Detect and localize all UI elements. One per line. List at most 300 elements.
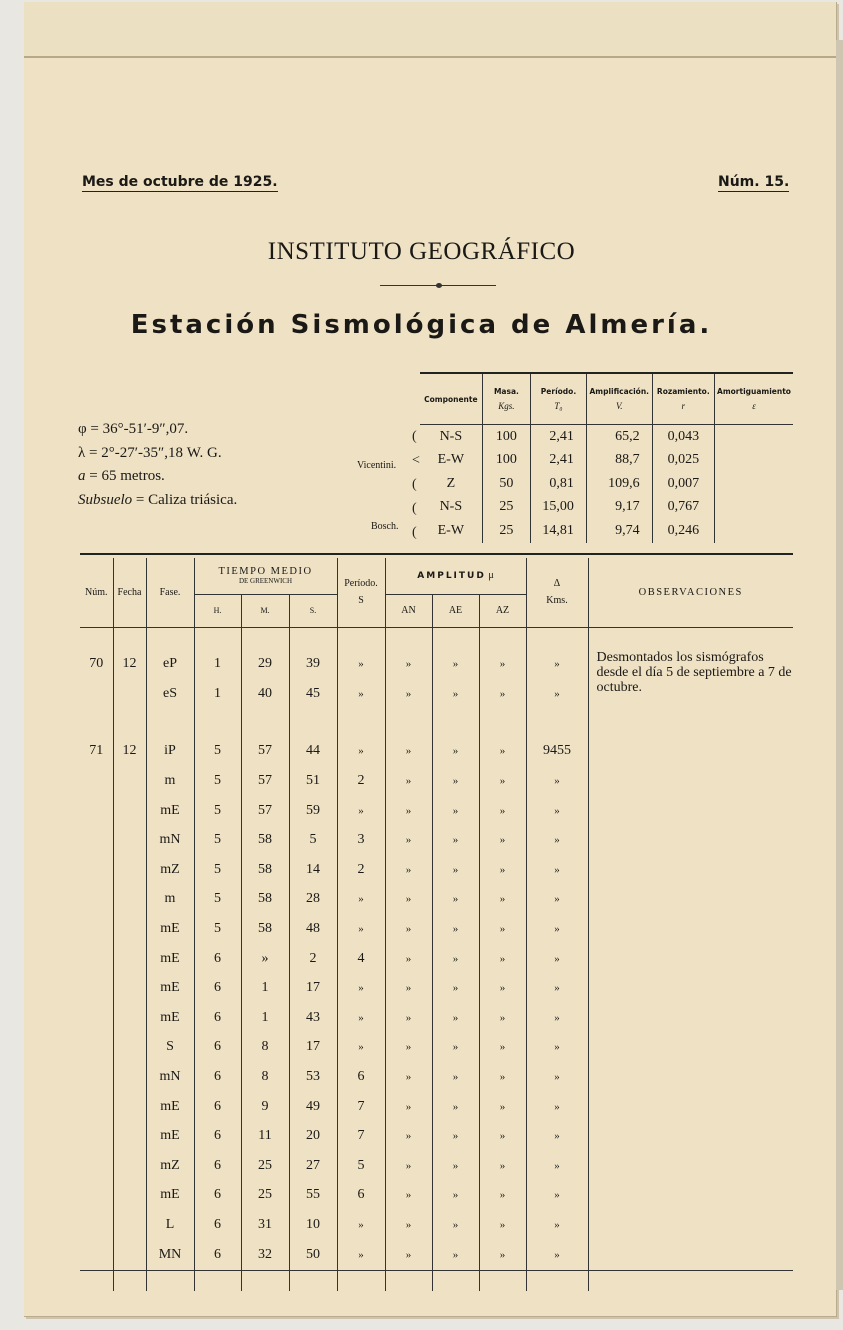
page-edge <box>836 40 843 1290</box>
distance-cell: 9455 <box>526 737 588 767</box>
section-rule <box>80 553 793 555</box>
distance-cell: » <box>526 855 588 885</box>
period-cell: » <box>337 1033 385 1063</box>
second-cell: 17 <box>289 1033 337 1063</box>
amp-e-cell: » <box>432 944 479 974</box>
amp-n-cell: » <box>385 914 432 944</box>
hour-cell: 6 <box>194 944 241 974</box>
spacer-cell <box>241 1269 289 1291</box>
distance-cell: » <box>526 1181 588 1211</box>
distance-cell: » <box>526 1240 588 1270</box>
subsoil-label: Subsuelo <box>78 491 133 508</box>
spacer-cell <box>526 1269 588 1291</box>
amp-z-cell: » <box>479 1151 526 1181</box>
minute-cell: 57 <box>241 766 289 796</box>
amp-n-cell: » <box>385 1121 432 1151</box>
amp-e-cell: » <box>432 796 479 826</box>
instrument-group-vicentini: Vicentini. <box>357 460 397 471</box>
date-cell <box>113 1033 146 1063</box>
mass-cell: 25 <box>482 496 530 520</box>
second-cell: 10 <box>289 1210 337 1240</box>
amp-z-cell: » <box>479 1003 526 1033</box>
amp-z-cell: » <box>479 766 526 796</box>
spacer-cell <box>479 627 526 650</box>
distance-cell: » <box>526 1033 588 1063</box>
date-cell <box>113 914 146 944</box>
hour-cell: 6 <box>194 973 241 1003</box>
spacer-cell <box>385 627 432 650</box>
component-cell: E-W <box>437 452 465 468</box>
amp-z-cell: » <box>479 1240 526 1270</box>
page-fold <box>24 2 836 58</box>
event-number-cell <box>80 766 113 796</box>
amp-z-cell: » <box>479 944 526 974</box>
distance-cell: » <box>526 825 588 855</box>
phase-cell: mE <box>146 796 194 826</box>
phase-cell: m <box>146 766 194 796</box>
phase-cell: mE <box>146 1181 194 1211</box>
amp-e-cell: » <box>432 1121 479 1151</box>
longitude: λ = 2°-27′-35″,18 W. G. <box>78 444 222 461</box>
amp-n-cell: » <box>385 1181 432 1211</box>
phase-cell: mN <box>146 1062 194 1092</box>
spacer-cell <box>289 709 337 737</box>
distance-cell: » <box>526 944 588 974</box>
col-gmt-time: TIEMPO MEDIO DE GREENWICH <box>194 558 337 594</box>
phase-cell: iP <box>146 737 194 767</box>
instrument-row <box>420 449 793 473</box>
phase-cell: mE <box>146 944 194 974</box>
second-cell: 59 <box>289 796 337 826</box>
date-cell <box>113 1062 146 1092</box>
spacer-cell <box>289 1269 337 1291</box>
hour-cell: 6 <box>194 1062 241 1092</box>
altitude-value: = 65 metros. <box>85 468 165 484</box>
col-distance: Δ Kms. <box>526 558 588 627</box>
amp-n-cell: » <box>385 679 432 709</box>
amp-e-cell: » <box>432 914 479 944</box>
amp-z-cell: » <box>479 1121 526 1151</box>
col-friction: Rozamiento. r <box>652 373 714 425</box>
period-cell: » <box>337 914 385 944</box>
amp-e-cell: » <box>432 1240 479 1270</box>
amp-z-cell: » <box>479 796 526 826</box>
distance-cell: » <box>526 1092 588 1122</box>
col-hours: H. <box>194 594 241 627</box>
event-number-cell <box>80 944 113 974</box>
period-cell: » <box>337 1003 385 1033</box>
amp-z-cell: » <box>479 1062 526 1092</box>
event-number-cell <box>80 914 113 944</box>
amp-z-cell: » <box>479 855 526 885</box>
event-number-cell <box>80 1151 113 1181</box>
spacer-cell <box>479 1269 526 1291</box>
component-cell: Z <box>446 475 456 491</box>
second-cell: 49 <box>289 1092 337 1122</box>
second-cell: 39 <box>289 650 337 680</box>
distance-cell: » <box>526 796 588 826</box>
date-cell <box>113 1003 146 1033</box>
amplification-cell: 9,74 <box>586 519 652 543</box>
event-number-cell <box>80 1033 113 1063</box>
damping-cell <box>715 496 794 520</box>
amp-e-cell: » <box>432 855 479 885</box>
month-heading: Mes de octubre de 1925. <box>82 174 278 190</box>
distance-cell: » <box>526 1121 588 1151</box>
period-cell: » <box>337 650 385 680</box>
divider-ornament <box>436 283 442 288</box>
second-cell: 27 <box>289 1151 337 1181</box>
date-cell: 12 <box>113 650 146 680</box>
col-observations: OBSERVACIONES <box>588 558 793 627</box>
instrument-row <box>420 425 793 449</box>
amplification-cell: 65,2 <box>586 425 652 449</box>
amp-e-cell: » <box>432 679 479 709</box>
minute-cell: 58 <box>241 855 289 885</box>
second-cell: 55 <box>289 1181 337 1211</box>
instrument-row <box>420 519 793 543</box>
second-cell: 5 <box>289 825 337 855</box>
amp-n-cell: » <box>385 1092 432 1122</box>
spacer-cell <box>113 627 146 650</box>
spacer-cell <box>146 1269 194 1291</box>
period-cell: 15,00 <box>531 496 587 520</box>
amp-n-cell: » <box>385 650 432 680</box>
second-cell: 2 <box>289 944 337 974</box>
col-num: Núm. <box>80 558 113 627</box>
friction-cell: 0,767 <box>652 496 714 520</box>
spacer-cell <box>337 1269 385 1291</box>
event-number-cell <box>80 825 113 855</box>
distance-cell: » <box>526 766 588 796</box>
spacer-cell <box>432 1269 479 1291</box>
instrument-row <box>420 496 793 520</box>
col-seconds: S. <box>289 594 337 627</box>
mass-cell: 25 <box>482 519 530 543</box>
period-cell: » <box>337 737 385 767</box>
damping-cell <box>715 472 794 496</box>
period-cell: 2,41 <box>531 449 587 473</box>
second-cell: 43 <box>289 1003 337 1033</box>
date-cell <box>113 766 146 796</box>
distance-cell: » <box>526 914 588 944</box>
amp-z-cell: » <box>479 650 526 680</box>
date-cell <box>113 796 146 826</box>
spacer-cell <box>432 709 479 737</box>
amp-n-cell: » <box>385 855 432 885</box>
amp-n-cell: » <box>385 1210 432 1240</box>
period-cell: 6 <box>337 1062 385 1092</box>
minute-cell: 25 <box>241 1181 289 1211</box>
col-phase: Fase. <box>146 558 194 627</box>
col-amp-e: AE <box>432 594 479 627</box>
second-cell: 17 <box>289 973 337 1003</box>
altitude-symbol: a <box>78 468 86 484</box>
phase-cell: MN <box>146 1240 194 1270</box>
spacer-cell <box>80 709 113 737</box>
minute-cell: » <box>241 944 289 974</box>
period-cell: » <box>337 973 385 1003</box>
seismic-record-table <box>80 558 793 1291</box>
amp-e-cell: » <box>432 1062 479 1092</box>
spacer-cell <box>241 627 289 650</box>
hour-cell: 1 <box>194 650 241 680</box>
amp-z-cell: » <box>479 825 526 855</box>
mass-cell: 50 <box>482 472 530 496</box>
period-cell: 2 <box>337 855 385 885</box>
event-number-cell <box>80 679 113 709</box>
amp-z-cell: » <box>479 914 526 944</box>
distance-cell: » <box>526 1151 588 1181</box>
component-cell: N-S <box>439 499 463 515</box>
amp-e-cell: » <box>432 1003 479 1033</box>
amplification-cell: 109,6 <box>586 472 652 496</box>
spacer-cell <box>113 709 146 737</box>
col-amp-n: AN <box>385 594 432 627</box>
hour-cell: 5 <box>194 737 241 767</box>
col-period: Período. T₀ <box>531 373 587 425</box>
event-number-cell <box>80 1121 113 1151</box>
period-cell: » <box>337 1210 385 1240</box>
amp-e-cell: » <box>432 766 479 796</box>
minute-cell: 9 <box>241 1092 289 1122</box>
mass-cell: 100 <box>482 425 530 449</box>
spacer-cell <box>526 709 588 737</box>
distance-cell: » <box>526 1210 588 1240</box>
second-cell: 48 <box>289 914 337 944</box>
amp-e-cell: » <box>432 737 479 767</box>
amp-z-cell: » <box>479 885 526 915</box>
amp-e-cell: » <box>432 1092 479 1122</box>
event-number-cell <box>80 796 113 826</box>
event-number-cell <box>80 1240 113 1270</box>
spacer-cell <box>146 709 194 737</box>
institute-title: INSTITUTO GEOGRÁFICO <box>267 238 576 265</box>
subsoil-value: = Caliza triásica. <box>132 491 238 508</box>
minute-cell: 31 <box>241 1210 289 1240</box>
period-cell: 5 <box>337 1151 385 1181</box>
spacer-cell <box>526 627 588 650</box>
amp-z-cell: » <box>479 1092 526 1122</box>
amp-e-cell: » <box>432 1210 479 1240</box>
date-cell <box>113 679 146 709</box>
col-mass: Masa. Kgs. <box>482 373 530 425</box>
second-cell: 44 <box>289 737 337 767</box>
minute-cell: 57 <box>241 737 289 767</box>
distance-cell: » <box>526 885 588 915</box>
event-number-cell: 71 <box>89 743 104 759</box>
amp-z-cell: » <box>479 973 526 1003</box>
phase-cell: S <box>146 1033 194 1063</box>
spacer-cell <box>146 627 194 650</box>
event-number-cell <box>80 973 113 1003</box>
minute-cell: 8 <box>241 1062 289 1092</box>
table-bottom <box>80 1270 793 1271</box>
phase-cell: mZ <box>146 1151 194 1181</box>
amp-n-cell: » <box>385 1003 432 1033</box>
minute-cell: 1 <box>241 1003 289 1033</box>
amp-e-cell: » <box>432 650 479 680</box>
observation-cell: Desmontados los sismógrafos desde el día 5 de septiembre a 7 de octubre. <box>588 627 793 1291</box>
hour-cell: 6 <box>194 1121 241 1151</box>
period-cell: » <box>337 679 385 709</box>
col-amplitude: AMPLITUD μ <box>385 558 526 594</box>
period-cell: 6 <box>337 1181 385 1211</box>
amplification-cell: 88,7 <box>586 449 652 473</box>
date-cell <box>113 1121 146 1151</box>
second-cell: 45 <box>289 679 337 709</box>
subsoil <box>78 489 237 513</box>
friction-cell: 0,246 <box>652 519 714 543</box>
date-cell <box>113 1210 146 1240</box>
station-title: Estación Sismológica de Almería. <box>130 310 713 340</box>
spacer-cell <box>194 1269 241 1291</box>
period-cell: 2 <box>337 766 385 796</box>
damping-cell <box>715 425 794 449</box>
minute-cell: 58 <box>241 914 289 944</box>
amp-z-cell: » <box>479 1181 526 1211</box>
phase-cell: eS <box>146 679 194 709</box>
second-cell: 14 <box>289 855 337 885</box>
hour-cell: 6 <box>194 1151 241 1181</box>
event-number-cell <box>80 1210 113 1240</box>
period-cell: » <box>337 1240 385 1270</box>
hour-cell: 6 <box>194 1033 241 1063</box>
distance-cell: » <box>526 650 588 680</box>
spacer-cell <box>432 627 479 650</box>
second-cell: 51 <box>289 766 337 796</box>
minute-cell: 25 <box>241 1151 289 1181</box>
friction-cell: 0,025 <box>652 449 714 473</box>
period-cell: 2,41 <box>531 425 587 449</box>
date-cell <box>113 1181 146 1211</box>
friction-cell: 0,043 <box>652 425 714 449</box>
amp-n-cell: » <box>385 825 432 855</box>
minute-cell: 11 <box>241 1121 289 1151</box>
altitude <box>78 465 237 489</box>
col-period: Período. S <box>337 558 385 627</box>
brace-bosch: ( ( <box>412 501 417 540</box>
spacer-cell <box>80 627 113 650</box>
date-cell <box>113 1151 146 1181</box>
minute-cell: 58 <box>241 885 289 915</box>
distance-cell: » <box>526 973 588 1003</box>
event-number-cell <box>80 1181 113 1211</box>
spacer-cell <box>80 1269 113 1291</box>
period-cell: 0,81 <box>531 472 587 496</box>
hour-cell: 6 <box>194 1240 241 1270</box>
instrument-row <box>420 472 793 496</box>
amp-n-cell: » <box>385 973 432 1003</box>
period-cell: » <box>337 796 385 826</box>
event-number-cell <box>80 855 113 885</box>
second-cell: 20 <box>289 1121 337 1151</box>
hour-cell: 5 <box>194 766 241 796</box>
minute-cell: 40 <box>241 679 289 709</box>
spacer-cell <box>194 709 241 737</box>
spacer-cell <box>337 709 385 737</box>
date-cell <box>113 944 146 974</box>
amp-n-cell: » <box>385 1240 432 1270</box>
event-number-cell <box>80 885 113 915</box>
date-cell <box>113 855 146 885</box>
minute-cell: 8 <box>241 1033 289 1063</box>
col-amp-z: AZ <box>479 594 526 627</box>
event-number-cell <box>80 1092 113 1122</box>
hour-cell: 6 <box>194 1181 241 1211</box>
phase-cell: eP <box>146 650 194 680</box>
spacer-cell <box>385 1269 432 1291</box>
amp-e-cell: » <box>432 1151 479 1181</box>
minute-cell: 29 <box>241 650 289 680</box>
date-cell <box>113 1092 146 1122</box>
hour-cell: 6 <box>194 1003 241 1033</box>
col-amplification: Amplificación. V. <box>586 373 652 425</box>
date-cell <box>113 825 146 855</box>
hour-cell: 6 <box>194 1210 241 1240</box>
spacer-cell <box>337 627 385 650</box>
instrument-group-bosch: Bosch. <box>371 521 399 532</box>
amplification-cell: 9,17 <box>586 496 652 520</box>
col-component: Componente <box>420 373 482 425</box>
friction-cell: 0,007 <box>652 472 714 496</box>
second-cell: 28 <box>289 885 337 915</box>
phase-cell: mE <box>146 1092 194 1122</box>
amp-z-cell: » <box>479 1033 526 1063</box>
hour-cell: 5 <box>194 885 241 915</box>
component-cell: N-S <box>439 428 463 444</box>
instrument-table <box>420 372 793 543</box>
component-cell: E-W <box>437 522 465 538</box>
minute-cell: 57 <box>241 796 289 826</box>
second-cell: 50 <box>289 1240 337 1270</box>
period-cell: 7 <box>337 1092 385 1122</box>
station-coordinates <box>78 418 237 512</box>
mass-cell: 100 <box>482 449 530 473</box>
period-cell: 7 <box>337 1121 385 1151</box>
col-damping: Amortiguamiento ε <box>715 373 794 425</box>
phase-cell: mE <box>146 973 194 1003</box>
hour-cell: 5 <box>194 855 241 885</box>
spacer-cell <box>241 709 289 737</box>
distance-cell: » <box>526 1003 588 1033</box>
hour-cell: 5 <box>194 914 241 944</box>
phase-cell: mE <box>146 914 194 944</box>
brace-vicentini: ( < ( <box>412 429 420 492</box>
amp-e-cell: » <box>432 973 479 1003</box>
amp-z-cell: » <box>479 679 526 709</box>
phase-cell: L <box>146 1210 194 1240</box>
amp-n-cell: » <box>385 1151 432 1181</box>
amp-n-cell: » <box>385 1033 432 1063</box>
period-cell: » <box>337 885 385 915</box>
date-cell: 12 <box>113 737 146 767</box>
event-number-cell <box>80 1003 113 1033</box>
col-date: Fecha <box>113 558 146 627</box>
latitude: φ = 36°-51′-9″,07. <box>78 421 189 437</box>
minute-cell: 58 <box>241 825 289 855</box>
amp-n-cell: » <box>385 1062 432 1092</box>
date-cell <box>113 1240 146 1270</box>
spacer-cell <box>385 709 432 737</box>
bulletin-number: Núm. 15. <box>718 174 790 190</box>
distance-cell: » <box>526 679 588 709</box>
event-number-cell <box>80 1062 113 1092</box>
phase-cell: mZ <box>146 855 194 885</box>
hour-cell: 5 <box>194 796 241 826</box>
spacer-cell <box>194 627 241 650</box>
phase-cell: mE <box>146 1121 194 1151</box>
